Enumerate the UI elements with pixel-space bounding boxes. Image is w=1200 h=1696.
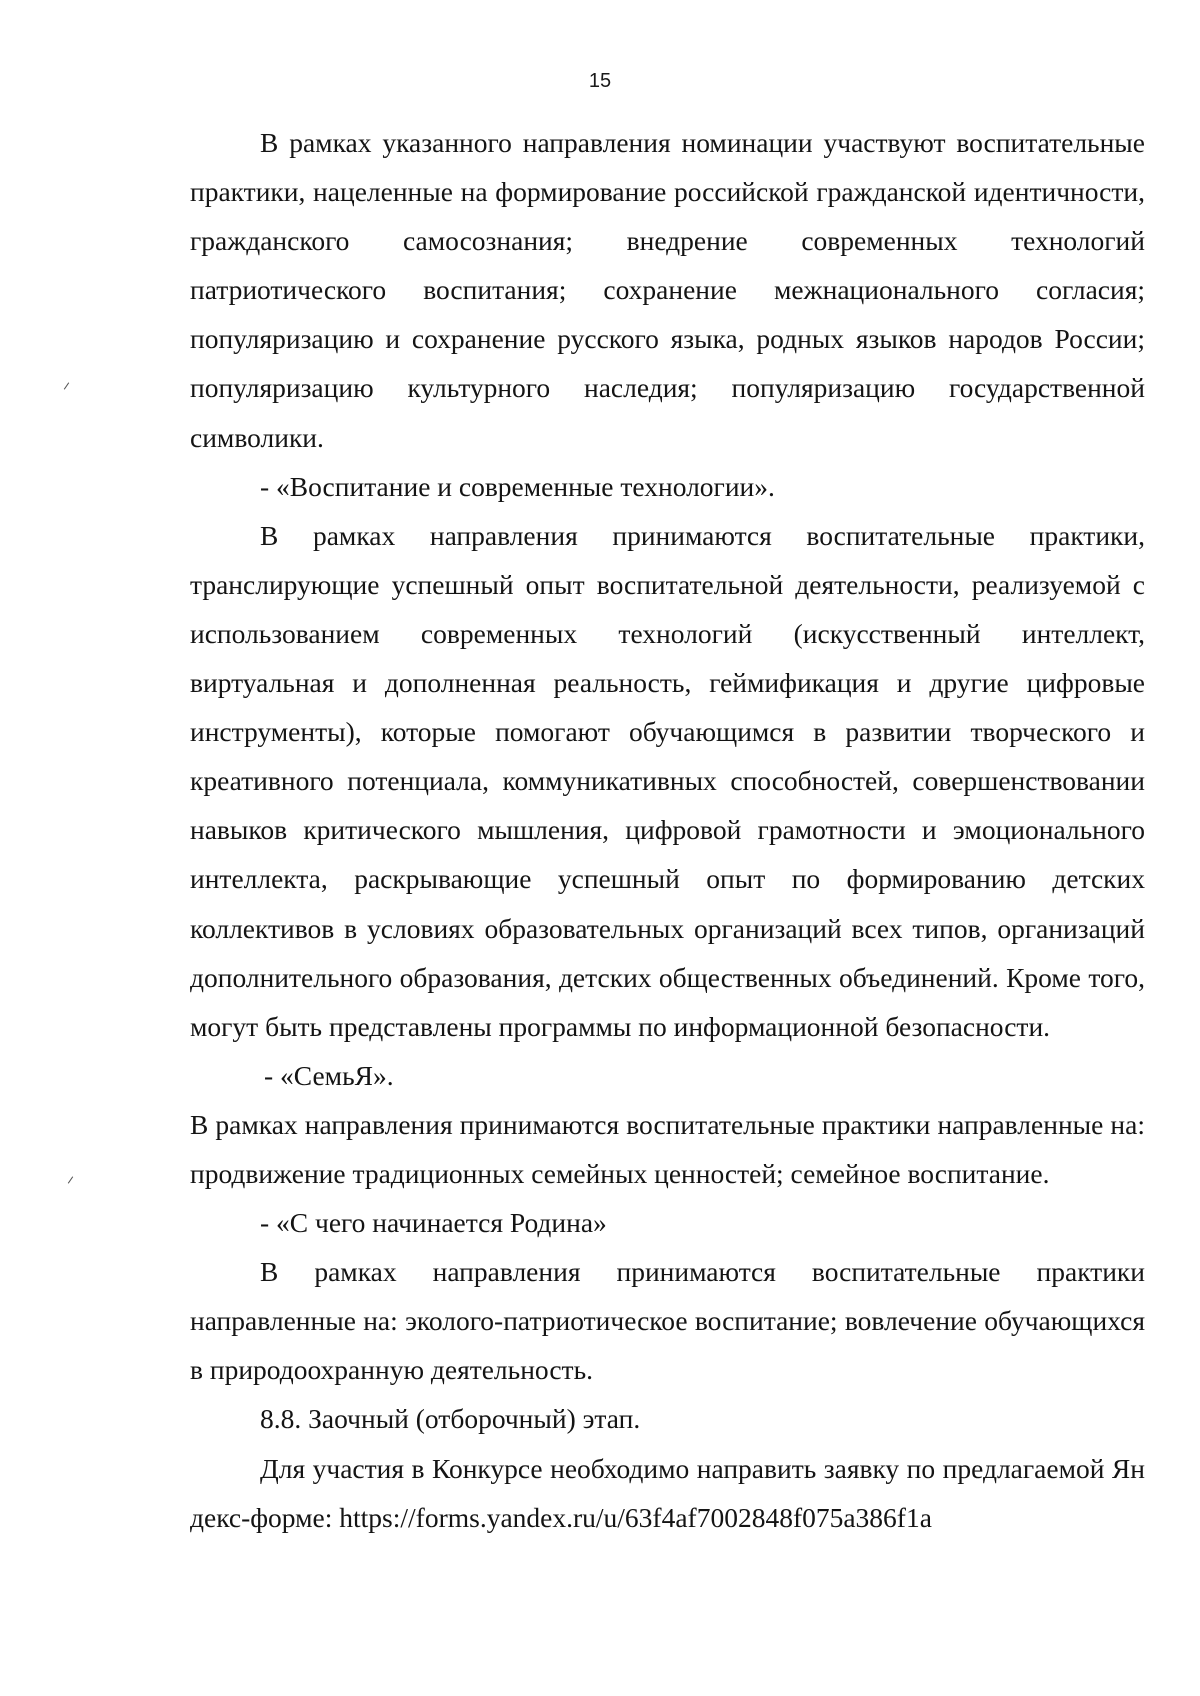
paragraph-nomination-scope: В рамках указанного направления номинации участвуют воспитательные практики, нацеленные на формирование российской гражданской идентичности, гражданского самосознания; внедрение современных технологий патриотического воспитания; сохранение межнационального согласия; популяризацию и сохранение русского языка, родных языков народов России; популяризацию культурного наследия; популяризацию государственной символики. bbox=[190, 127, 1145, 453]
scan-mark bbox=[68, 1176, 73, 1183]
page-number: 15 bbox=[588, 70, 612, 92]
heading-motherland: - «С чего начинается Родина» bbox=[260, 1207, 607, 1239]
scan-mark bbox=[64, 382, 69, 389]
paragraph-family: В рамках направления принимаются воспитательные практики направленные на: продвижение традиционных семейных ценностей; семейное воспитание. bbox=[190, 1108, 1145, 1189]
paragraph-motherland: В рамках направления принимаются воспитательные практики направленные на: эколого-патриотическое воспитание; вовлечение обучающихся в природоохранную деятельность. bbox=[190, 1256, 1145, 1386]
heading-technologies: - «Воспитание и современные технологии». bbox=[260, 470, 775, 502]
section-8-8-heading: 8.8. Заочный (отборочный) этап. bbox=[260, 1403, 641, 1435]
paragraph-technologies: В рамках направления принимаются воспитательные практики, транслирующие успешный опыт воспитательной деятельности, реализуемой с использованием современных технологий (искусственный интеллект, виртуальная и дополненная реальность, геймификация и другие цифровые инструменты), которые помогают обучающимся в развитии творческого и креативного потенциала, коммуникативных способностей, совершенствовании навыков критического мышления, цифровой грамотности и эмоционального интеллекта, раскрывающие успешный опыт по формированию детских коллективов в условиях образовательных организаций всех типов, организаций дополнительного образования, детских общественных объединений. Кроме того, могут быть представлены программы по информационной безопасности. bbox=[190, 519, 1145, 1042]
heading-family: - «СемьЯ». bbox=[264, 1059, 394, 1091]
document-body bbox=[190, 118, 1145, 1542]
paragraph-application-link: Для участия в Конкурсе необходимо направить заявку по предлагаемой Яндекс-форме: https://forms.yandex.ru/u/63f4af7002848f075a386f1a bbox=[190, 1452, 1145, 1533]
